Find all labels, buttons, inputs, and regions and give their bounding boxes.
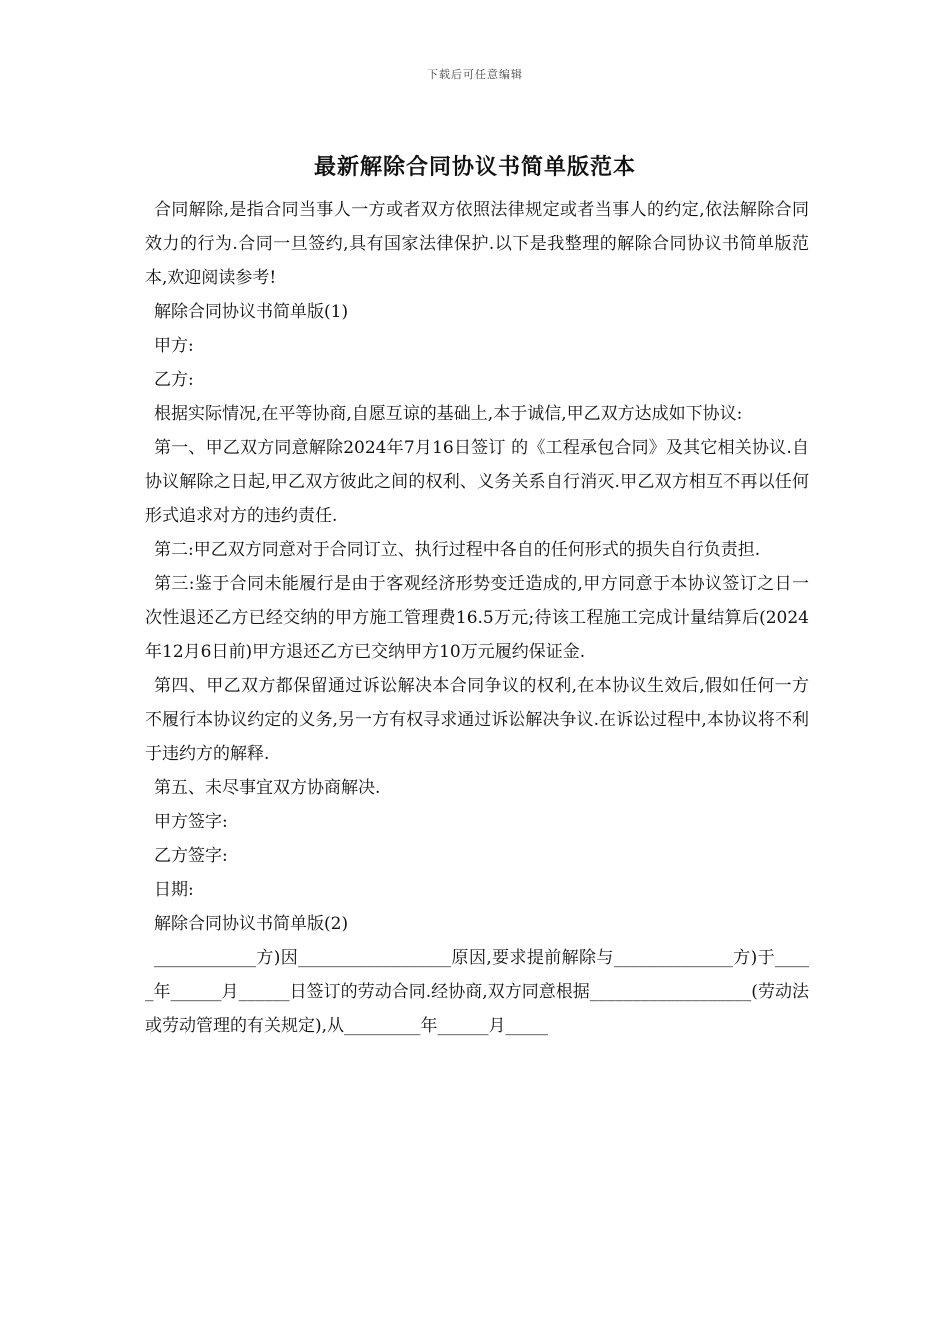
section-heading-version-2: 解除合同协议书简单版(2): [154, 914, 349, 934]
clause-3: 第三:鉴于合同未能履行是由于客观经济形势变迁造成的,甲方同意于本协议签订之日一次性退还乙方已经交纳的甲方施工管理费16.5万元;待该工程施工完成计量结算后(2024年12月6日前)甲方退还乙方已交纳甲方10万元履约保证金.: [145, 574, 809, 662]
version-2-paragraph: ____________方)因__________________原因,要求提前解除与______________方)于_____年______月______日签订的劳动合同.经协商,双方同意根据___________________(劳动法或劳动管理的有关规定),从_________年______月_____: [145, 948, 809, 1036]
header-note: 下载后可任意编辑: [427, 68, 523, 81]
clause-1: 第一、甲乙双方同意解除2024年7月16日签订 的《工程承包合同》及其它相关协议.自协议解除之日起,甲乙双方彼此之间的权利、义务关系自行消灭.甲乙双方相互不再以任何形式追求对方的违约责任.: [145, 438, 809, 526]
document-body: [145, 193, 809, 1043]
party-a-signature-line: 甲方签字:: [154, 812, 228, 832]
intro-paragraph: 合同解除,是指合同当事人一方或者双方依照法律规定或者当事人的约定,依法解除合同效力的行为.合同一旦签约,具有国家法律保护.以下是我整理的解除合同协议书简单版范本,欢迎阅读参考!: [145, 200, 809, 288]
section-heading-version-1: 解除合同协议书简单版(1): [154, 302, 349, 322]
party-a-line: 甲方:: [154, 336, 194, 356]
preamble-paragraph: 根据实际情况,在平等协商,自愿互谅的基础上,本于诚信,甲乙双方达成如下协议:: [154, 404, 743, 424]
party-b-line: 乙方:: [154, 370, 194, 390]
clause-4: 第四、甲乙双方都保留通过诉讼解决本合同争议的权利,在本协议生效后,假如任何一方不履行本协议约定的义务,另一方有权寻求通过诉讼解决争议.在诉讼过程中,本协议将不利于违约方的解释.: [145, 676, 809, 764]
date-line: 日期:: [154, 880, 194, 900]
clause-5: 第五、未尽事宜双方协商解决.: [154, 778, 381, 798]
clause-2: 第二:甲乙双方同意对于合同订立、执行过程中各自的任何形式的损失自行负责担.: [154, 540, 761, 560]
party-b-signature-line: 乙方签字:: [154, 846, 228, 866]
document-title: 最新解除合同协议书简单版范本: [313, 154, 636, 180]
